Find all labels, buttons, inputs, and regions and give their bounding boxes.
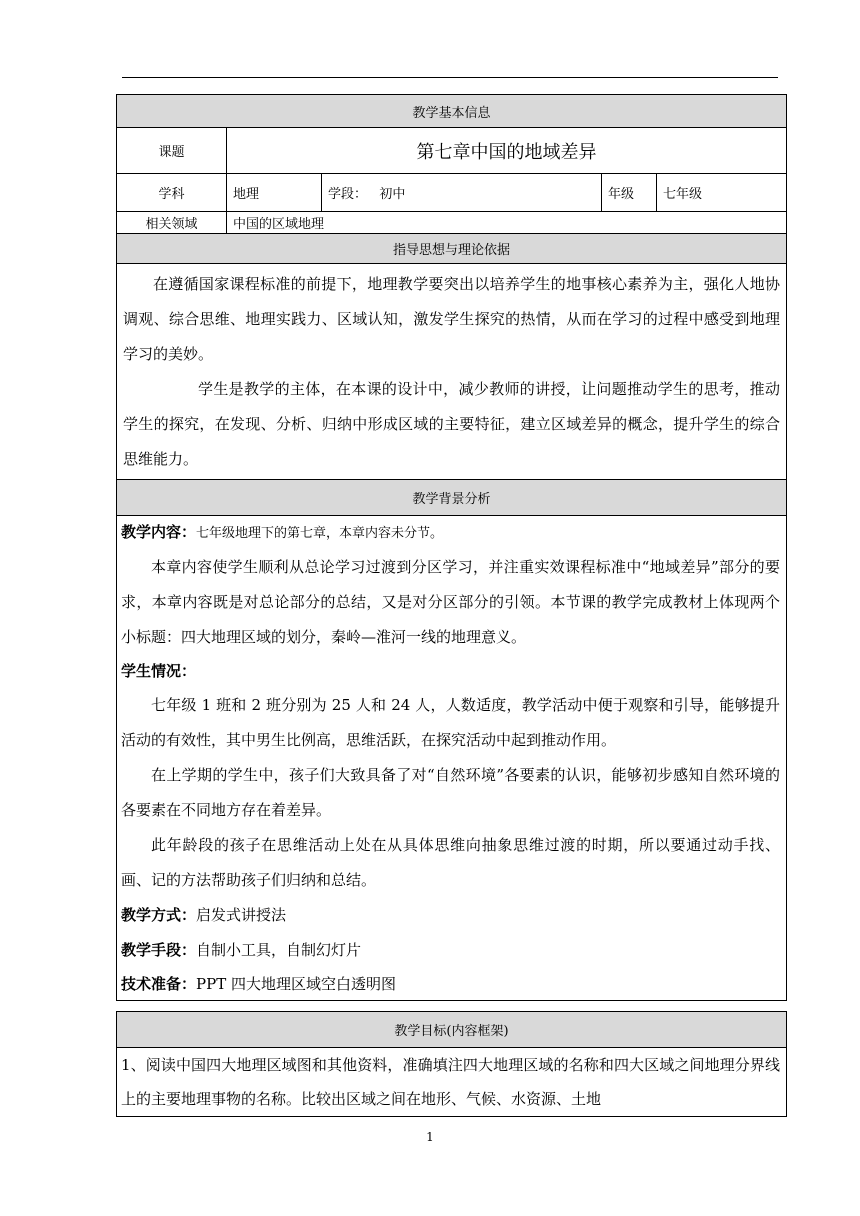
header-rule: [122, 77, 778, 78]
topic-label: 课题: [117, 128, 227, 174]
means-value: 自制小工具，自制幻灯片: [196, 941, 362, 959]
content-label: 教学内容：: [121, 523, 197, 541]
basic-info-header: 教学基本信息: [117, 95, 787, 128]
method-label: 教学方式：: [121, 906, 197, 924]
stage-cell: [322, 174, 602, 212]
guide-paragraph: 学生是教学的主体，在本课的设计中，减少教师的讲授，让问题推动学生的思考，推动学生的探究，在发现、分析、归纳中形成区域的主要特征，建立区域差异的概念，提升学生的综合思维能力。: [123, 379, 780, 468]
objectives-table: [116, 1011, 787, 1117]
content-value: 七年级地理下的第七章，本章内容未分节。: [196, 526, 444, 541]
guide-content: [117, 264, 787, 480]
students-label: 学生情况：: [121, 662, 197, 680]
objective-item: 1、阅读中国四大地理区域图和其他资料，准确填注四大地理区域的名称和四大区域之间地理分界线上的主要地理事物的名称。比较出区域之间在地形、气候、水资源、土地: [121, 1056, 780, 1108]
tech-line: [121, 968, 780, 1000]
method-line: [121, 898, 780, 933]
field-label: 相关领域: [117, 212, 227, 234]
guide-header: 指导思想与理论依据: [117, 234, 787, 264]
content-paragraph: 本章内容使学生顺利从总论学习过渡到分区学习，并注重实效课程标准中“地域差异”部分的要求，本章内容既是对总论部分的总结，又是对分区部分的引领。本节课的教学完成教材上体现两个小标题：四大地理区域的划分，秦岭—淮河一线的地理意义。: [121, 558, 780, 646]
grade-label: 年级: [602, 174, 657, 212]
students-paragraph: 在上学期的学生中，孩子们大致具备了对“自然环境”各要素的认识，能够初步感知自然环境的各要素在不同地方存在着差异。: [121, 766, 780, 819]
objectives-header: 教学目标(内容框架): [117, 1012, 787, 1048]
students-paragraph: 七年级 1 班和 2 班分别为 25 人和 24 人，人数适度，教学活动中便于观察和引导，能够提升活动的有效性，其中男生比例高，思维活跃，在探究活动中起到推动作用。: [121, 696, 780, 749]
stage-label: 学段：: [328, 187, 368, 202]
page-number: 1: [426, 1130, 434, 1144]
basic-info-table: [116, 94, 787, 1001]
background-header: 教学背景分析: [117, 480, 787, 516]
tech-value: PPT 四大地理区域空白透明图: [196, 975, 396, 993]
field-value: 中国的区域地理: [227, 212, 787, 234]
tech-label: 技术准备：: [121, 975, 197, 993]
grade-value: 七年级: [657, 174, 787, 212]
subject-label: 学科: [117, 174, 227, 212]
topic-value: 第七章中国的地域差异: [227, 128, 787, 174]
stage-value: 初中: [379, 187, 406, 202]
means-line: [121, 933, 780, 968]
subject-value: 地理: [227, 174, 322, 212]
method-value: 启发式讲授法: [196, 906, 287, 924]
students-paragraph: 此年龄段的孩子在思维活动上处在从具体思维向抽象思维过渡的时期，所以要通过动手找、画、记的方法帮助孩子们归纳和总结。: [121, 836, 780, 889]
students-line: [121, 655, 780, 688]
background-content: [117, 516, 787, 1001]
means-label: 教学手段：: [121, 941, 197, 959]
guide-paragraph: 在遵循国家课程标准的前提下，地理教学要突出以培养学生的地事核心素养为主，强化人地协调观、综合思维、地理实践力、区域认知，激发学生探究的热情，从而在学习的过程中感受到地理学习的美妙。: [123, 274, 780, 363]
teaching-content-line: [121, 516, 780, 550]
objectives-content: [117, 1048, 787, 1117]
